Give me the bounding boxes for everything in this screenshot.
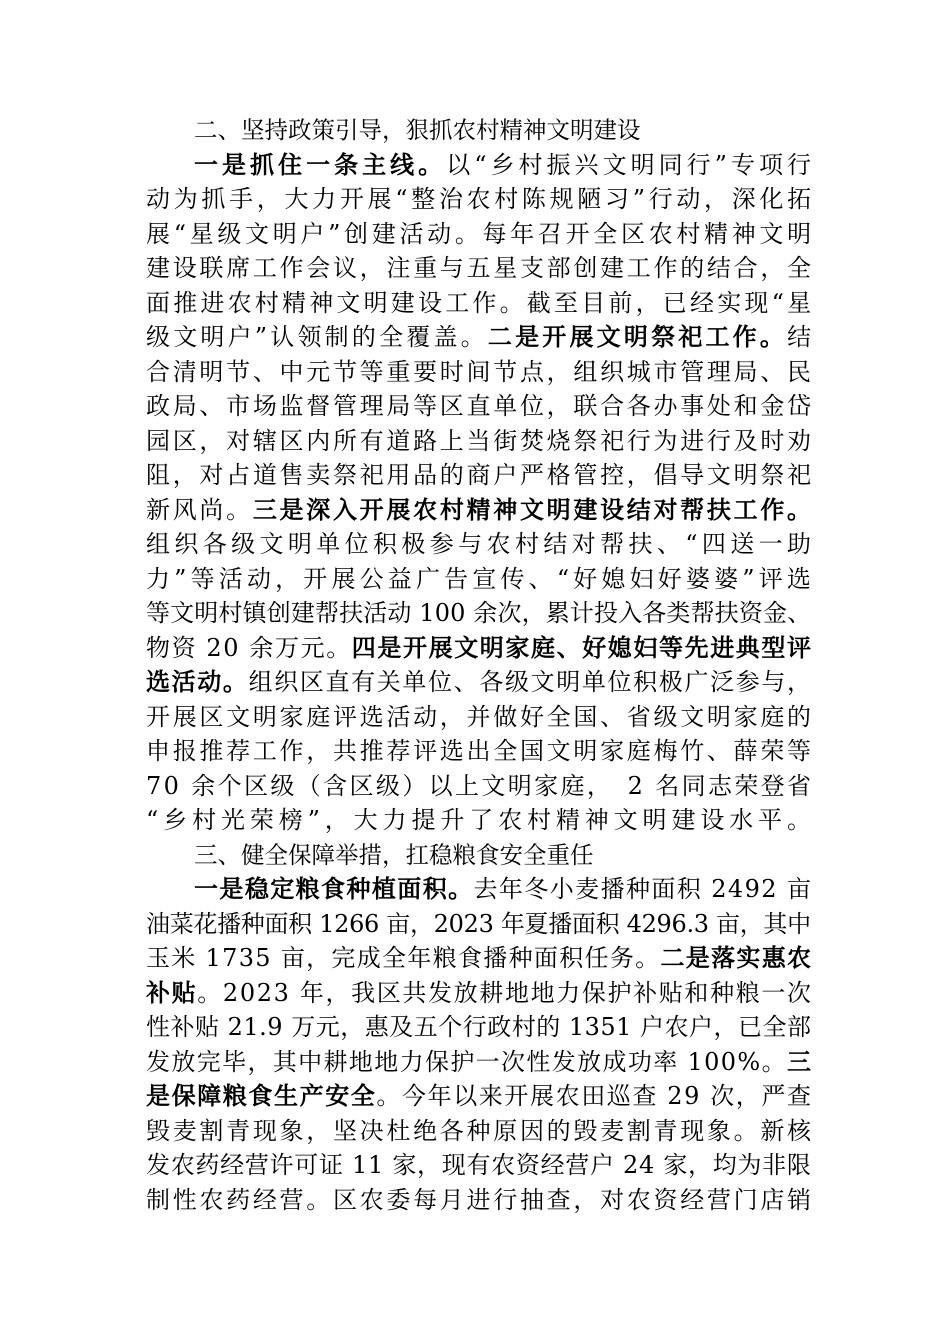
paragraph-line xyxy=(146,734,814,769)
paragraph-line xyxy=(146,286,815,321)
bold-text: 补贴 xyxy=(146,977,198,1007)
body-text: 园区，对辖区内所有道路上当街焚烧祭祀行为进行及时劝 xyxy=(146,426,814,455)
paragraph-line xyxy=(146,907,811,942)
paragraph-line xyxy=(146,1148,811,1183)
body-text: 动为抓手，大力开展“整治农村陈规陋习”行动，深化拓 xyxy=(146,185,815,213)
body-text: 申报推荐工作，共推荐评选出全国文明家庭梅竹、薛荣等 xyxy=(146,737,814,765)
paragraph-line xyxy=(146,596,811,631)
paragraph-line xyxy=(146,320,815,355)
body-text: 发农药经营许可证 11 家，现有农资经营户 24 家，均为非限 xyxy=(146,1151,812,1179)
bold-text: 三 xyxy=(786,1046,813,1076)
body-text: 制性农药经营。区农委每月进行抽查，对农资经营门店销 xyxy=(146,1185,814,1214)
paragraph-line xyxy=(146,803,816,838)
body-text: 展“星级文明户”创建活动。每年召开全区农村精神文明 xyxy=(146,219,815,248)
paragraph-line xyxy=(146,148,816,183)
paragraph-line xyxy=(146,1183,814,1218)
body-text: 开展区文明家庭评选活动，并做好全国、省级文明家庭的 xyxy=(146,702,814,731)
body-text: 级文明户”认领制的全覆盖。 xyxy=(146,323,488,351)
document-body xyxy=(146,113,816,1217)
body-text: 性补贴 21.9 万元，惠及五个行政村的 1351 户农户，已全部 xyxy=(146,1013,812,1041)
paragraph-line xyxy=(146,493,814,528)
bold-text: 选活动。 xyxy=(146,667,249,696)
paragraph-line xyxy=(146,389,814,424)
paragraph-line xyxy=(146,1045,811,1080)
body-text: 。2023 年，我区共发放耕地地力保护补贴和种粮一次 xyxy=(197,978,813,1007)
body-text: 政局、市场监督管理局等区直单位，联合各办事处和金岱 xyxy=(146,392,814,420)
body-text: 70 余个区级（含区级）以上文明家庭， 2 名同志荣登省 xyxy=(146,771,814,800)
body-text: 阻，对占道售卖祭祀用品的商户严格管控，倡导文明祭祀 xyxy=(146,461,814,489)
body-text: 以“乡村振兴文明同行”专项行 xyxy=(446,150,816,179)
body-text: 结 xyxy=(787,323,815,351)
body-text: 组织区直有关单位、各级文明单位积极广泛参与， xyxy=(248,668,813,696)
paragraph-line xyxy=(146,182,815,217)
paragraph-line xyxy=(146,769,814,804)
bold-text: 一是稳定粮食种植面积。 xyxy=(194,874,474,903)
body-text: 去年冬小麦播种面积 2492 亩 xyxy=(473,875,813,903)
body-text: 物资 20 余万元。 xyxy=(146,633,352,662)
body-text: 合清明节、中元节等重要时间节点，组织城市管理局、民 xyxy=(146,357,814,386)
body-text: 力”等活动，开展公益广告宣传、“好媳妇好婆婆”评选 xyxy=(146,564,816,593)
section-heading-3: 三、健全保障举措，扛稳粮食安全重任 xyxy=(194,840,594,869)
paragraph-line xyxy=(146,976,811,1011)
paragraph-line xyxy=(146,1010,811,1045)
paragraph-line xyxy=(146,1079,811,1114)
body-text: 毁麦割青现象，坚决杜绝各种原因的毁麦割青现象。新核 xyxy=(146,1116,814,1145)
section-3-body xyxy=(146,872,814,1217)
section-heading-2: 二、坚持政策引导，狠抓农村精神文明建设 xyxy=(194,116,641,144)
body-text: 组织各级文明单位积极参与农村结对帮扶、“四送一助 xyxy=(146,530,816,558)
body-text: 等文明村镇创建帮扶活动 100 余次，累计投入各类帮扶资金、 xyxy=(146,599,812,627)
paragraph-line xyxy=(146,217,815,252)
paragraph-line xyxy=(146,562,816,597)
bold-text: 二是落实惠农 xyxy=(660,943,813,972)
section-2-body xyxy=(146,148,816,838)
paragraph-line xyxy=(146,631,811,666)
bold-text: 是保障粮食生产安全 xyxy=(146,1081,377,1110)
body-text: “乡村光荣榜”，大力提升了农村精神文明建设水平。 xyxy=(146,806,816,834)
paragraph-line xyxy=(146,527,816,562)
paragraph-line xyxy=(146,665,811,700)
body-text: 新风尚。 xyxy=(146,495,253,524)
bold-text: 四是开展文明家庭、好媳妇等先进典型评 xyxy=(351,632,813,662)
paragraph-line xyxy=(146,1114,814,1149)
paragraph-line xyxy=(146,355,814,390)
paragraph-line xyxy=(146,251,814,286)
paragraph-line xyxy=(146,458,814,493)
bold-text: 一是抓住一条主线。 xyxy=(194,149,447,179)
body-text: 面推进农村精神文明建设工作。截至目前，已经实现“星 xyxy=(146,288,815,317)
body-text: 玉米 1735 亩，完成全年粮食播种面积任务。 xyxy=(146,944,661,972)
body-text: 。今年以来开展农田巡查 29 次，严查 xyxy=(376,1082,813,1110)
body-text: 建设联席工作会议，注重与五星支部创建工作的结合，全 xyxy=(146,254,814,282)
body-text: 油菜花播种面积 1266 亩，2023 年夏播面积 4296.3 亩，其中 xyxy=(146,909,811,938)
bold-text: 三是深入开展农村精神文明建设结对帮扶工作。 xyxy=(252,494,814,524)
bold-text: 二是开展文明祭祀工作。 xyxy=(487,322,788,351)
paragraph-line xyxy=(146,872,811,907)
paragraph-line xyxy=(146,700,814,735)
paragraph-line xyxy=(146,941,811,976)
body-text: 发放完毕，其中耕地地力保护一次性发放成功率 100%。 xyxy=(146,1047,787,1076)
paragraph-line xyxy=(146,424,814,459)
